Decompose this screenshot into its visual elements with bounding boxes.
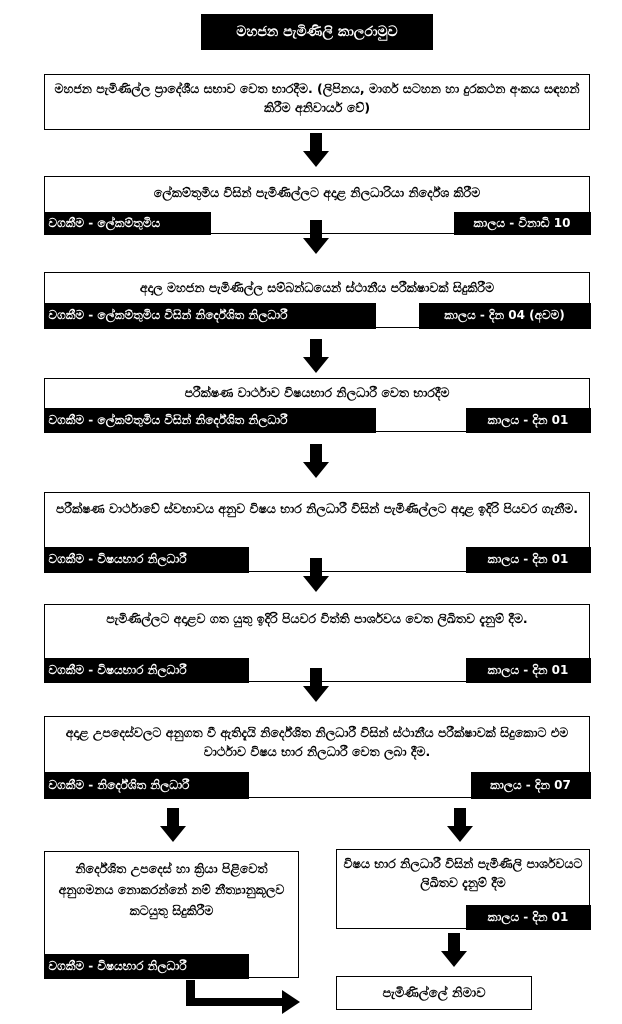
branch-left-text: නිර්දේශිත උපදෙස් හා ක්‍රියා පිළිවෙත් අනුගමනය නොකරන්නේ නම් නීත්‍යානුකූලව කටයුතු සිදුකිරීම [58, 861, 285, 918]
branch-right-text: විෂය භාර නිලධාරී විසින් පැමිණිලි පාර්ශවයට ලිඛිතව දැනුම් දීම [343, 856, 583, 890]
down-arrow-icon [303, 133, 329, 167]
step-7-time-label: කාලය - දින 07 [471, 772, 591, 799]
down-arrow-icon [303, 220, 329, 254]
down-arrow-icon [303, 558, 329, 592]
branch-left-box [44, 851, 299, 978]
branch-left-responsibility-label: වගකීම - විෂයභාර නිලධාරී [44, 954, 249, 979]
right-arrow-icon [186, 980, 306, 1020]
step-5-time-label: කාලය - දින 01 [466, 547, 591, 573]
step-2-time-label: කාලය - විනාඩි 10 [454, 212, 591, 235]
step-7-responsibility-label: වගකීම - නිර්දේශිත නිලධාරී [44, 772, 249, 799]
step-6-responsibility-label: වගකීම - විෂයභාර නිලධාරී [44, 658, 249, 683]
down-arrow-icon [447, 808, 473, 842]
final-box: පැමිණිල්ලේ නිමාව [336, 976, 532, 1010]
step-3-responsibility-label: වගකීම - ලේකම්තුමිය විසින් නිර්දේශිත නිලධාරී [44, 303, 376, 329]
down-arrow-icon [303, 444, 329, 478]
down-arrow-icon [441, 933, 467, 967]
down-arrow-icon [303, 339, 329, 373]
step-2-responsibility-label: වගකීම - ලේකම්තුමිය [44, 212, 211, 235]
step-6-text: පැමිණිල්ලට අදාළව ගත යුතු ඉදිරි පියවර විත්ති පාර්ශවය වෙත ලිඛිතව දැනුම් දීම. [106, 611, 528, 626]
step-3-time-label: කාලය - දින 04 (අවම) [419, 303, 591, 329]
step-4-time-label: කාලය - දින 01 [466, 408, 591, 433]
step-7-text: අදාළ උපදෙස්වලට අනුගත වී ඇතිදැයි නිර්දේශිත නිලධාරී විසින් ස්ථානීය පරීක්ෂාවක් සිදුකොට එම වාර්ථාව විෂය භාර නිලධාරී වෙත ලබා දීම. [65, 725, 569, 759]
step-4-responsibility-label: වගකීම - ලේකම්තුමිය විසින් නිර්දේශිත නිලධාරී [44, 408, 376, 433]
page-title: මහජන පැමිණිලි කාලරාමුව [201, 14, 433, 50]
step-1-box [44, 74, 590, 130]
step-5-text: පරීක්ෂණ වාර්ථාවේ ස්වභාවය අනුව විෂය භාර නිලධාරී විසින් පැමිණිල්ලට අදාළ ඉදිරි පියවර ගැනීම. [55, 501, 579, 516]
down-arrow-icon [303, 668, 329, 702]
step-4-box [44, 378, 590, 432]
branch-right-time-label: කාලය - දින 01 [466, 905, 591, 930]
step-3-box [44, 272, 590, 328]
step-1-text: මහජන පැමිණිල්ල ප්‍රාදේශීය සභාව වෙත භාරදීම. (ලිපිනය, මාර්ග සටහන හා දුරකථන අංකය සඳහන් කිරීම අනිවාර්ය වේ) [54, 81, 580, 115]
step-5-responsibility-label: වගකීම - විෂයභාර නිලධාරී [44, 547, 249, 573]
step-7-box [44, 716, 590, 798]
step-6-time-label: කාලය - දින 01 [466, 658, 591, 683]
step-4-text: පරීක්ෂණ වාර්ථාව විෂයභාර නිලධාරී වෙත භාරදීම [184, 385, 450, 400]
step-2-text: ලේකම්තුමිය විසින් පැමිණිල්ලට අදාළ නිලධාරියා නිර්දේශ කිරීම [153, 185, 481, 200]
branch-right-box [336, 849, 590, 929]
down-arrow-icon [160, 808, 186, 842]
step-3-text: අදාල මහජන පැමිණිල්ල සම්බන්ධයෙන් ස්ථානීය පරීක්ෂාවක් සිදුකිරීම [139, 280, 495, 295]
